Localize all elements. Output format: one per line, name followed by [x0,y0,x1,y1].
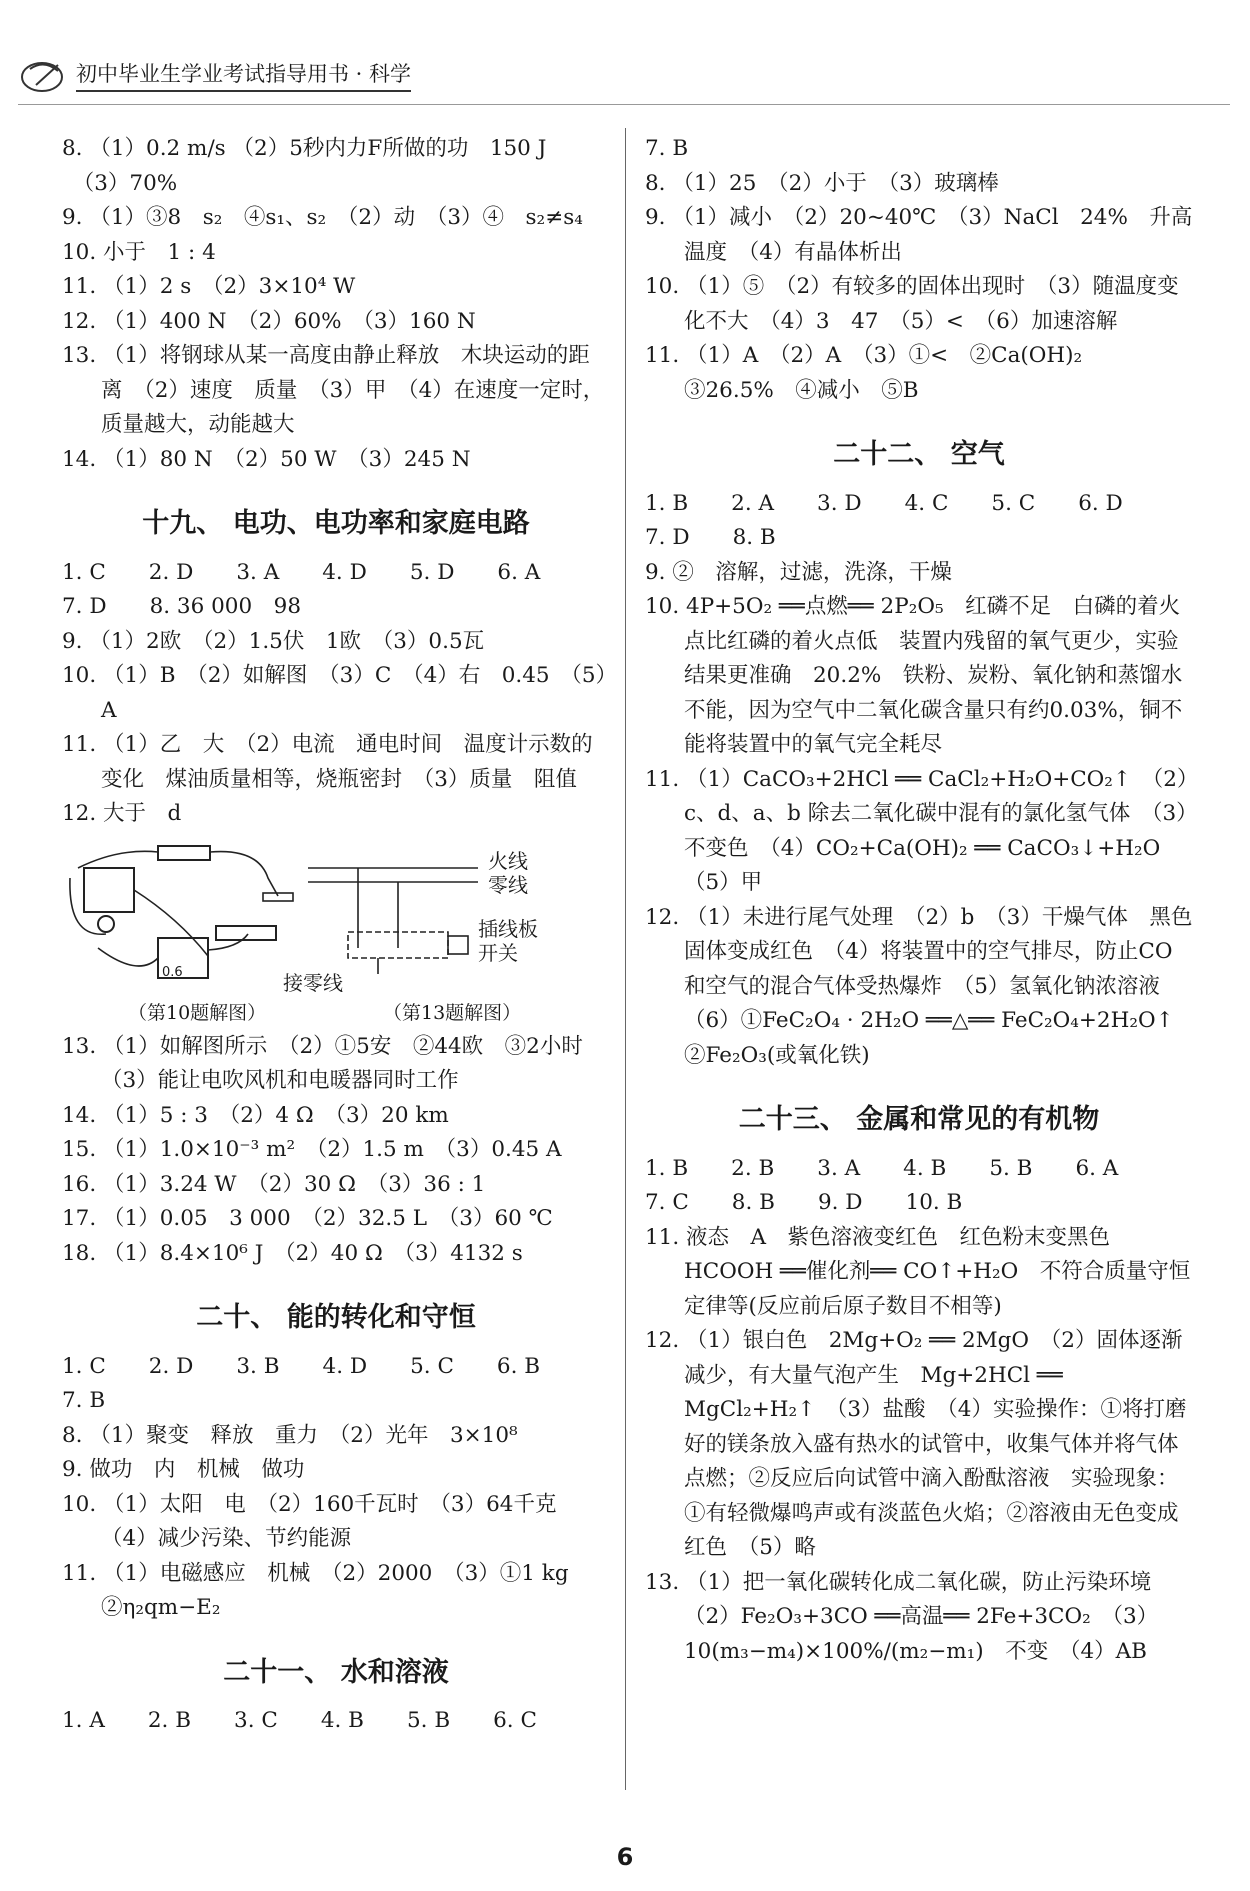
answer-line: 10. 小于 1 : 4 [62,239,216,265]
answer-line: 11. 液态 A 紫色溶液变红色 红色粉末变黑色 HCOOH ══催化剂══ CO↑+H₂O 不符合质量守恒定律等(反应前后原子数目不相等) [645,1224,1191,1319]
right-column [645,132,1204,1669]
label-neutral-connection: 接零线 [283,970,343,995]
section-heading-22: 二十二、 空气 [833,439,1005,470]
book-title: 初中毕业生学业考试指导用书 · 科学 [76,58,411,92]
answer-line: （3）70% [62,170,178,196]
answer-line: 16. （1）3.24 W （2）30 Ω （3）36 : 1 [62,1171,486,1197]
answer-line: 13. （1）如解图所示 （2）①5安 ②44欧 ③2小时 （3）能让电吹风机和电暖器同时工作 [62,1033,605,1093]
answer-line: 13. （1）将钢球从某一高度由静止释放 木块运动的距离 （2）速度 质量 （3）甲 （4）在速度一定时，质量越大，动能越大 [62,343,605,437]
section-heading-21: 二十一、 水和溶液 [223,1656,449,1688]
answer-line: 7. D 8. 36 000 98 [62,594,302,619]
answers-physics-18 [62,132,610,477]
answer-line: 7. C 8. B 9. D 10. B [645,1190,963,1215]
label-power-strip: 插线板 [478,916,538,941]
answer-line: 10. （1）⑤ （2）有较多的固体出现时 （3）随温度变化不大 （4）3 47 （5）< （6）加速溶解 [645,274,1179,334]
answer-line: 7. B [645,136,689,161]
answers-section-19-cont [62,1030,610,1272]
book-logo-icon [18,55,70,95]
label-switch: 开关 [478,940,518,965]
answers-section-20 [62,1350,610,1626]
answer-line: 1. A 2. B 3. C 4. B 5. B 6. C [62,1708,537,1733]
label-neutral-wire: 零线 [488,872,528,897]
answer-line: 7. D 8. B [645,525,776,550]
answer-line: 1. B 2. B 3. A 4. B 5. B 6. A [645,1155,1119,1181]
label-meter-scale: 0.6 [162,964,183,980]
answer-line: 12. （1）400 N （2）60% （3）160 N [62,308,476,334]
answers-section-22 [645,487,1204,1074]
answers-section-23 [645,1152,1193,1670]
answer-line: 7. B [62,1388,106,1413]
answer-line: 9. ② 溶解，过滤，洗涤，干燥 [645,559,952,585]
answer-line: 9. 做功 内 机械 做功 [62,1457,305,1482]
answer-line: 11. （1）A （2）A （3）①< ②Ca(OH)₂ ③26.5% ④减小 ⑤B [645,343,1104,403]
answer-line: 12. 大于 d [62,801,182,826]
answer-line: 8. （1）聚变 释放 重力 （2）光年 3×10⁸ [62,1422,518,1448]
column-divider [625,128,626,1790]
answer-line: 9. （1）2欧 （2）1.5伏 1欧 （3）0.5瓦 [62,628,485,654]
circuit-figures [58,838,610,1030]
answer-line: 17. （1）0.05 3 000 （2）32.5 L （3）60 ℃ [62,1206,553,1231]
page-number: 6 [616,1843,634,1871]
answers-section-21-cont [645,132,1193,408]
answer-line: 12. （1）银白色 2Mg+O₂ ══ 2MgO （2）固体逐渐减少，有大量气泡产生 Mg+2HCl ══ MgCl₂+H₂↑ （3）盐酸 （4）实验操作：①将打磨好的镁条放入盛有热水的试管中，收集气体并将气体点燃；②反应后向试管中滴入酚酞溶液 实验现象：①有轻微爆鸣声或有淡蓝色火焰；②溶液由无色变成红色 （5）略 [645,1328,1187,1560]
section-heading-20: 二十、 能的转化和守恒 [196,1302,476,1333]
answer-line: 15. （1）1.0×10⁻³ m² （2）1.5 m （3）0.45 A [62,1137,562,1162]
section-heading-19: 十九、 电功、电功率和家庭电路 [142,508,530,539]
header-rule [18,104,1230,105]
answer-line: 1. C 2. D 3. B 4. D 5. C 6. B [62,1353,541,1379]
answers-section-19 [62,556,610,832]
answer-line: 8. （1）0.2 m/s （2）5秒内力F所做的功 150 J [62,136,547,161]
answer-line: 11. （1）乙 大 （2）电流 通电时间 温度计示数的变化 煤油质量相等，烧瓶密封 （3）质量 阻值 [62,732,593,792]
answer-line: 8. （1）25 （2）小于 （3）玻璃棒 [645,170,999,196]
answer-line: 14. （1）80 N （2）50 W （3）245 N [62,446,471,472]
answer-line: 13. （1）把一氧化碳转化成二氧化碳，防止污染环境 （2）Fe₂O₃+3CO ══高温══ 2Fe+3CO₂ （3）10(m₃−m₄)×100%/(m₂−m₁) 不变 （4）AB [645,1569,1173,1664]
page-header [18,52,411,98]
answers-section-21 [62,1704,610,1739]
answer-line: 10. （1）B （2）如解图 （3）C （4）右 0.45 （5）A [62,663,607,723]
caption-figure-10: （第10题解图） [128,1001,267,1024]
answer-line: 10. （1）太阳 电 （2）160千瓦时 （3）64千克 （4）减少污染、节约能源 [62,1491,578,1551]
answer-line: 10. 4P+5O₂ ══点燃══ 2P₂O₅ 红磷不足 白磷的着火点比红磷的着火点低 装置内残留的氧气更少，实验结果更准确 20.2% 铁粉、炭粉、氧化钠和蒸馏水 不能，因为空气中二氧化碳含量只有约0.03%，铜不能将装置中的氧气完全耗尽 [645,594,1204,757]
answer-line: 12. （1）未进行尾气处理 （2）b （3）干燥气体 黑色固体变成红色 （4）将装置中的空气排尽，防止CO和空气的混合气体受热爆炸 （5）氢氧化钠浓溶液 （6）①FeC₂O₄ · 2H₂O ══△══ FeC₂O₄+2H₂O↑ ②Fe₂O₃(或氧化铁) [645,904,1196,1068]
answer-line: 1. B 2. A 3. D 4. C 5. C 6. D [645,490,1123,516]
answer-line: 11. （1）电磁感应 机械 （2）2000 （3）①1 kg ②η₂qm−E₂ [62,1560,591,1620]
caption-figure-13: （第13题解图） [383,1001,522,1024]
answer-line: 11. （1）CaCO₃+2HCl ══ CaCl₂+H₂O+CO₂↑ （2）c、d、a、b 除去二氧化碳中混有的氯化氢气体 （3）不变色 （4）CO₂+Ca(OH)₂ ══ CaCO₃↓+H₂O （5）甲 [645,766,1188,895]
answer-line: 9. （1）减小 （2）20~40℃ （3）NaCl 24% 升高温度 （4）有晶体析出 [645,205,1193,265]
answer-line: 9. （1）③8 s₂ ④s₁、s₂ （2）动 （3）④ s₂≠s₄ [62,205,583,230]
label-live-wire: 火线 [488,848,528,873]
left-column [62,132,610,1739]
answer-line: 11. （1）2 s （2）3×10⁴ W [62,274,356,299]
answer-line: 1. C 2. D 3. A 4. D 5. D 6. A [62,559,541,585]
answer-line: 14. （1）5 : 3 （2）4 Ω （3）20 km [62,1102,449,1128]
section-heading-23: 二十三、 金属和常见的有机物 [738,1104,1100,1135]
answer-line: 18. （1）8.4×10⁶ J （2）40 Ω （3）4132 s [62,1240,523,1266]
